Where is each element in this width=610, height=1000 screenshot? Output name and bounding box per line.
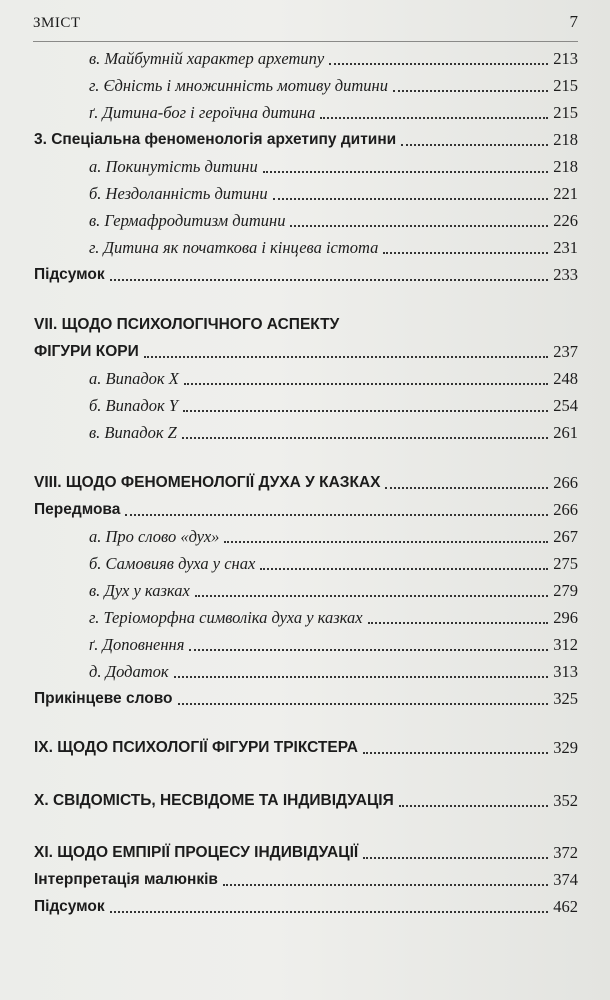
page-number: 7 <box>569 12 578 31</box>
dot-leader <box>263 171 549 173</box>
toc-entry-page: 221 <box>553 184 578 203</box>
dot-leader <box>329 63 548 65</box>
toc-entry-page: 267 <box>553 527 578 546</box>
toc-entry <box>34 684 578 710</box>
toc-entry <box>89 179 578 205</box>
toc-entry <box>89 522 578 548</box>
toc-entry-title: Інтерпретація малюнків <box>34 871 218 888</box>
toc-entry-page: 237 <box>553 342 578 361</box>
toc-entry <box>89 418 578 444</box>
toc-entry-page: 248 <box>553 369 578 388</box>
toc-entry <box>34 786 578 812</box>
toc-entry-title: Прикінцеве слово <box>34 690 173 707</box>
toc-entry <box>34 260 578 286</box>
toc-entry-title: Підсумок <box>34 898 105 915</box>
toc-entry-page: 352 <box>553 791 578 810</box>
dot-leader <box>183 410 548 412</box>
toc-entry <box>34 865 578 891</box>
dot-leader <box>182 437 548 439</box>
toc-entry <box>89 364 578 390</box>
toc-entry <box>89 391 578 417</box>
toc-entry <box>34 337 578 363</box>
dot-leader <box>189 649 548 651</box>
toc-entry-page: 231 <box>553 238 578 257</box>
dot-leader <box>184 383 548 385</box>
toc-entry-title: Передмова <box>34 501 121 518</box>
toc-entry <box>34 468 578 494</box>
toc-entry-page: 313 <box>553 662 578 681</box>
dot-leader <box>144 356 549 358</box>
toc-entry <box>89 603 578 629</box>
toc-entry-title: а. Покинутість дитини <box>89 157 258 176</box>
dot-leader <box>401 144 548 146</box>
toc-entry <box>34 125 578 151</box>
dot-leader <box>368 622 549 624</box>
toc-entry-title: г. Єдність і множинність мотиву дитини <box>89 76 388 95</box>
toc-entry-title: IX. ЩОДО ПСИХОЛОГІЇ ФІГУРИ ТРІКСТЕРА <box>34 739 358 756</box>
dot-leader <box>224 541 548 543</box>
dot-leader <box>125 514 548 516</box>
toc-entry-page: 462 <box>553 897 578 916</box>
toc-entry-title: г. Дитина як початкова і кінцева істота <box>89 238 379 257</box>
toc-entry-page: 261 <box>553 423 578 442</box>
toc-entry-page: 218 <box>553 130 578 149</box>
toc-entry-title: в. Майбутній характер архетипу <box>89 49 325 68</box>
dot-leader <box>393 90 548 92</box>
toc-entry-page: 215 <box>553 76 578 95</box>
dot-leader <box>273 198 549 200</box>
toc-entry <box>89 233 578 259</box>
toc-entry <box>89 630 578 656</box>
toc-entry-page: 374 <box>553 870 578 889</box>
toc-entry-title: в. Гермафродитизм дитини <box>89 211 286 230</box>
dot-leader <box>290 225 548 227</box>
dot-leader <box>110 911 549 913</box>
toc-entry-title: VIII. ЩОДО ФЕНОМЕНОЛОГІЇ ДУХА У КАЗКАХ <box>34 474 381 491</box>
toc-entry-page: 372 <box>553 843 578 862</box>
dot-leader <box>363 752 548 754</box>
toc-entry-page: 266 <box>553 500 578 519</box>
toc-entry <box>34 838 578 864</box>
toc-entry-title: а. Про слово «дух» <box>89 527 220 546</box>
running-head-title: ЗМІСТ <box>33 15 81 31</box>
toc-entry <box>34 733 578 759</box>
running-head <box>33 9 578 42</box>
dot-leader <box>363 857 548 859</box>
toc-entry <box>89 98 578 124</box>
toc-entry <box>34 495 578 521</box>
toc-entry-title: ґ. Дитина-бог і героїчна дитина <box>89 103 316 122</box>
dot-leader <box>174 676 549 678</box>
toc-entry-page: 325 <box>553 689 578 708</box>
toc-entry-title: VII. ЩОДО ПСИХОЛОГІЧНОГО АСПЕКТУ <box>34 316 340 333</box>
toc-entry-page: 279 <box>553 581 578 600</box>
toc-entry-page: 275 <box>553 554 578 573</box>
toc-entry-title: в. Випадок Z <box>89 423 177 442</box>
dot-leader <box>223 884 548 886</box>
dot-leader <box>383 252 548 254</box>
toc-entry-title: X. СВІДОМІСТЬ, НЕСВІДОМЕ ТА ІНДИВІДУАЦІЯ <box>34 792 394 809</box>
dot-leader <box>260 568 548 570</box>
dot-leader <box>195 595 548 597</box>
toc-entry-title: б. Самовияв духа у снах <box>89 554 256 573</box>
toc-entry-page: 329 <box>553 738 578 757</box>
toc-entry <box>89 206 578 232</box>
dot-leader <box>399 805 549 807</box>
toc-entry <box>89 71 578 97</box>
toc-entry-title: в. Дух у казках <box>89 581 190 600</box>
toc-entry <box>89 152 578 178</box>
toc-entry <box>89 657 578 683</box>
dot-leader <box>320 117 548 119</box>
toc-entry-title: а. Випадок X <box>89 369 179 388</box>
toc-entry-title: Підсумок <box>34 266 105 283</box>
dot-leader <box>110 279 549 281</box>
dot-leader <box>385 487 548 489</box>
toc-entry-page: 215 <box>553 103 578 122</box>
toc-entry <box>34 892 578 918</box>
toc-entry-page: 266 <box>553 473 578 492</box>
toc-entry-title: ФІГУРИ КОРИ <box>34 343 139 360</box>
toc-entry-page: 218 <box>553 157 578 176</box>
toc-entry-title: б. Нездоланність дитини <box>89 184 268 203</box>
toc-entry-page: 213 <box>553 49 578 68</box>
toc-entry <box>89 44 578 70</box>
toc-entry-title: ґ. Доповнення <box>89 635 185 654</box>
toc-chapter-heading <box>34 310 578 336</box>
toc-entry-title: г. Теріоморфна символіка духа у казках <box>89 608 363 627</box>
toc-entry-title: д. Додаток <box>89 662 169 681</box>
toc-entry-page: 312 <box>553 635 578 654</box>
toc-entry-page: 254 <box>553 396 578 415</box>
toc-entry-page: 226 <box>553 211 578 230</box>
toc-entry-page: 296 <box>553 608 578 627</box>
toc-entry-title: XI. ЩОДО ЕМПІРІЇ ПРОЦЕСУ ІНДИВІДУАЦІЇ <box>34 844 359 861</box>
toc-entry-title: 3. Спеціальна феноменологія архетипу дитини <box>34 131 397 148</box>
toc-entry-title: б. Випадок Y <box>89 396 178 415</box>
toc-entry-page: 233 <box>553 265 578 284</box>
toc-entry <box>89 549 578 575</box>
dot-leader <box>178 703 549 705</box>
toc-entry <box>89 576 578 602</box>
